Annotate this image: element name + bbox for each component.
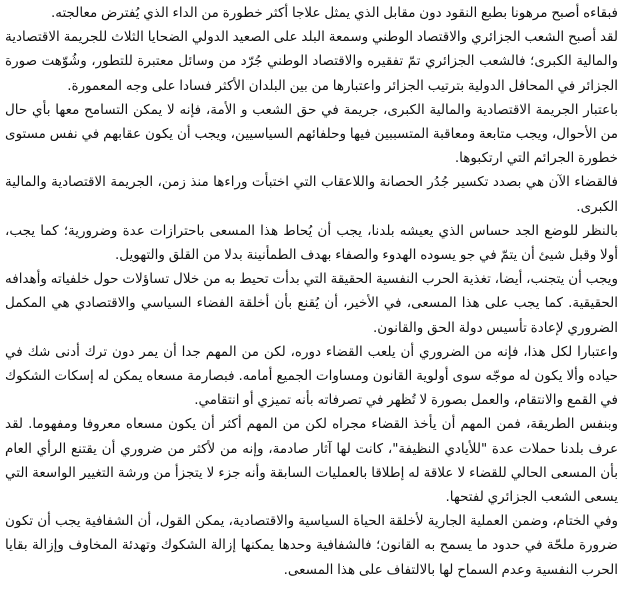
- paragraph: واعتبارا لكل هذا، فإنه من الضروري أن يلعب القضاء دوره، لكن من المهم جدا أن يمر دون ترك أدنى شك في حياده وألا يكون له موجّه سوى أولوية القانون ومساوات الجميع أمامه. فبصارمة مسعاه يمكن له إسكات الشكوك في القمع والانتقام، والعمل بصورة لا تُظهر في تصرفاته بأنه تميزي أو انتقامي.: [5, 343, 618, 409]
- paragraph: بالنظر للوضع الجد حساس الذي يعيشه بلدنا، يجب أن يُحاط هذا المسعى باحترازات عدة وضرورية؛ كما يجب، أولا وقبل شيئ أن يتمّ في جو يسوده الهدوء والصفاء بهدف الطمأنينة بدلا من القلق والتهويل.: [5, 222, 618, 264]
- paragraph: ويجب أن يتجنب، أيضا، تغذية الحرب النفسية الحقيقة التي بدأت تحيط به من خلال تساؤلات حول خلفياته وأهدافه الحقيقية. كما يجب على هذا المسعى، في الأخير، أن يُقنع بأن أخلقة الفضاء السياسي والاقتصادي هي المكمل الضروري لإعادة تأسيس دولة الحق والقانون.: [5, 271, 618, 336]
- paragraph: وفي الختام، وضمن العملية الجارية لأخلقة الحياة السياسية والاقتصادية، يمكن القول، أن الشفافية يجب أن تكون ضرورة ملحّة في حدود ما يسمح به القانون؛ فالشفافية وحدها يمكنها إزالة الشكوك وتهدئة المخاوف وإزالة بقايا الحرب النفسية وعدم السماح لها بالالتفاف على هذا المسعى.: [5, 513, 618, 578]
- paragraph: باعتبار الجريمة الاقتصادية والمالية الكبرى، جريمة في حق الشعب و الأمة، فإنه لا يمكن التسامح معها بأي حال من الأحوال، ويجب متابعة ومعاقبة المتسببين فيها وحلفائهم السياسيين، ويجب أن يكون عقابهم في نفس مستوى خطورة الجرائم التي ارتكبوها.: [5, 101, 618, 167]
- paragraph: فالقضاء الآن هي بصدد تكسير جُدُر الحصانة واللاعقاب التي اختبأت وراءها منذ زمن، الجريمة الاقتصادية والمالية الكبرى.: [5, 174, 618, 215]
- paragraph: فبقاءه أصبح مرهونا بطبع النقود دون مقابل الذي يمثل علاجا أكثر خطورة من الداء الذي يُفترض معالجته.: [50, 5, 618, 21]
- paragraph: لقد أصبح الشعب الجزائري والاقتصاد الوطني وسمعة البلد على الصعيد الدولي الضحايا الثلاث للجريمة الاقتصادية والمالية الكبرى؛ فالشعب الجزائري تمّ تفقيره والاقتصاد الوطني جُرّد من وسائل معتبرة للتطور، وشُوّهت صورة الجزائر في المحافل الدولية بترتيب الجزائر واعتبارها من بين البلدان الأكثر فسادا على وجه المعمورة.: [5, 29, 618, 94]
- paragraph: وبنفس الطريقة، فمن المهم أن يأخذ القضاء مجراه لكن من المهم أكثر أن يكون مسعاه معروفا ومفهوما. لقد عرف بلدنا حملات عدة "للأيادي النظيفة"، كانت لها آثار صادمة، وإنه من لأكثر من ضروري أن يقتنع الرأي العام بأن المسعى الحالي للقضاء لا علاقة له إطلاقا بالعمليات السابقة وأنه جزء لا يتجزأ من ورشة التغيير الواسعة التي يسعى الشعب الجزائري لفتحها.: [5, 416, 618, 506]
